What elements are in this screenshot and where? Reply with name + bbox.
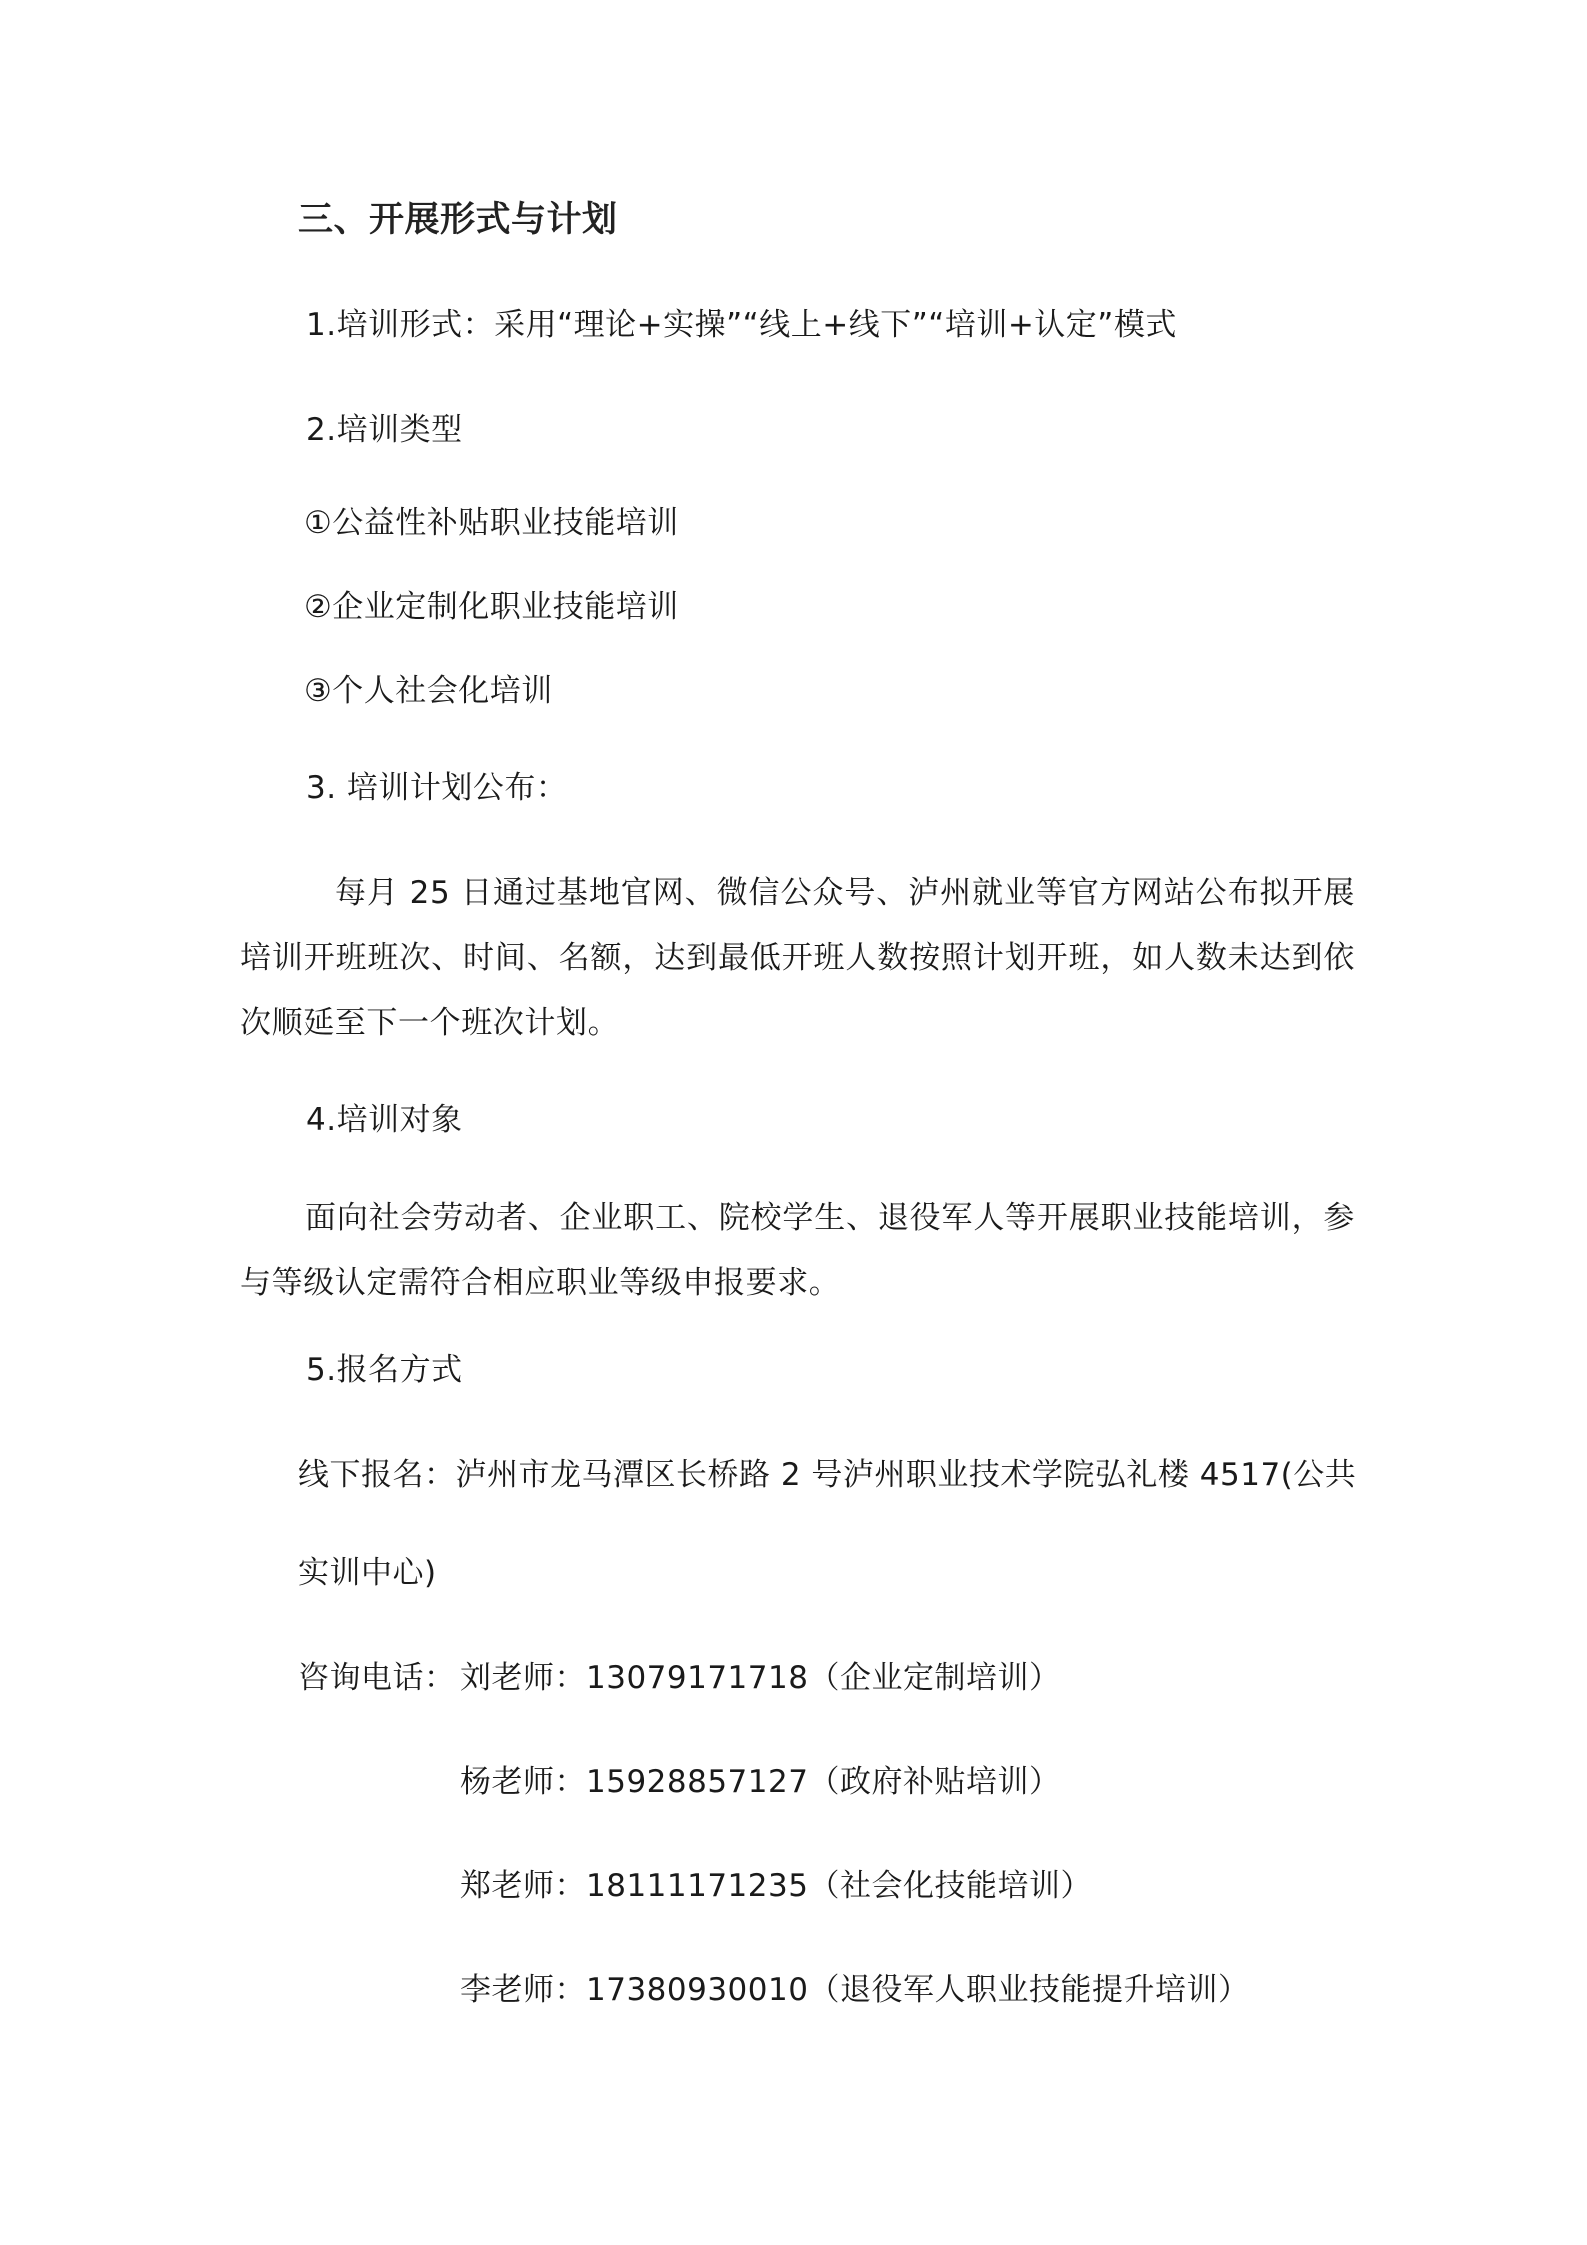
training-form-text: 1.培训形式：采用“理论+实操”“线上+线下”“培训+认定”模式 [306, 307, 1177, 343]
contacts-label: 咨询电话： [298, 1660, 456, 1696]
training-target-paragraph: 面向社会劳动者、企业职工、院校学生、退役军人等开展职业技能培训，参与等级认定需符合相应职业等级申报要求。 [240, 1200, 1355, 1301]
section-heading: 三、开展形式与计划 [298, 200, 618, 240]
contact-phone-yang: 杨老师：15928857127（政府补贴培训） [460, 1764, 1061, 1800]
training-types-title: 2.培训类型 [306, 412, 463, 448]
contact-phone-li: 李老师：17380930010（退役军人职业技能提升培训） [460, 1972, 1250, 2008]
training-plan-paragraph: 每月 25 日通过基地官网、微信公众号、泸州就业等官方网站公布拟开展培训开班班次、时间、名额，达到最低开班人数按照计划开班，如人数未达到依次顺延至下一个班次计划。 [240, 875, 1355, 1041]
training-plan-title: 3. 培训计划公布： [306, 770, 568, 806]
training-type-item: ①公益性补贴职业技能培训 [304, 505, 679, 541]
offline-signup-address: 线下报名：泸州市龙马潭区长桥路 2 号泸州职业技术学院弘礼楼 4517(公共 [298, 1457, 1357, 1493]
training-type-item: ②企业定制化职业技能培训 [304, 589, 679, 625]
offline-signup-address-cont: 实训中心) [298, 1555, 437, 1591]
contact-phone-zheng: 郑老师：18111171235（社会化技能培训） [460, 1868, 1092, 1904]
training-type-item: ③个人社会化培训 [304, 673, 553, 709]
training-target-title: 4.培训对象 [306, 1102, 463, 1138]
contact-phone-liu: 刘老师：13079171718（企业定制培训） [460, 1660, 1061, 1696]
signup-method-title: 5.报名方式 [306, 1352, 463, 1388]
